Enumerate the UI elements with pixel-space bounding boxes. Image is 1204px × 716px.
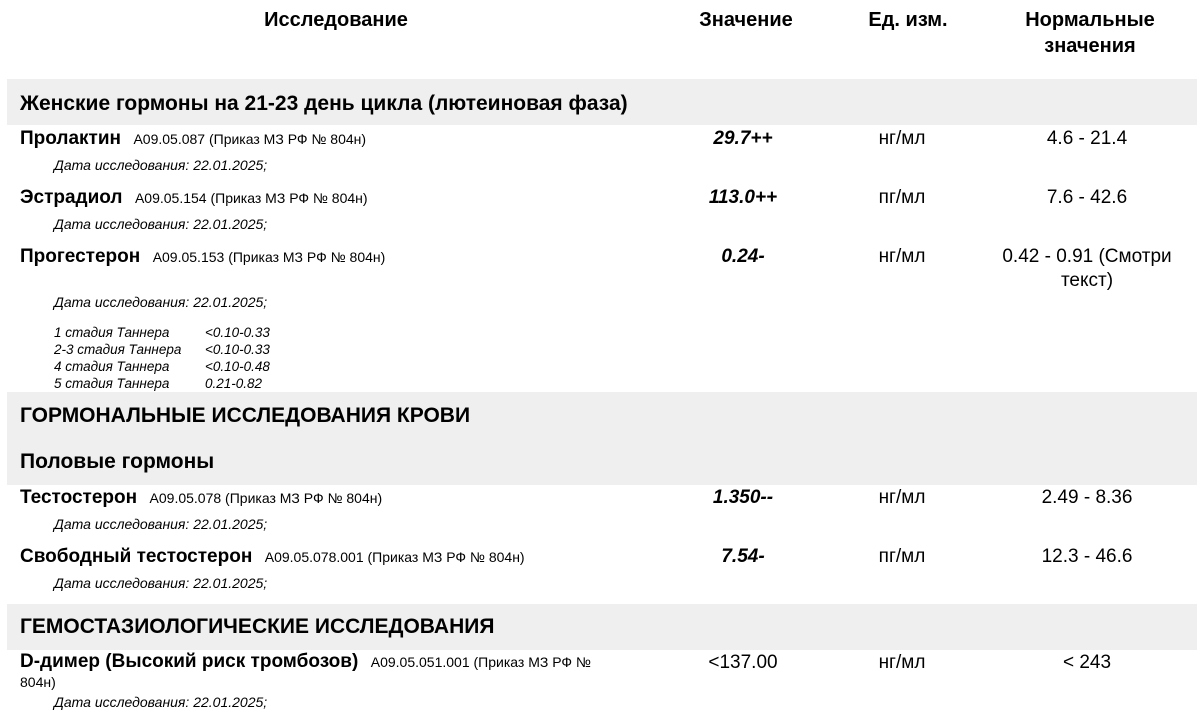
column-header-norm-line2: значения [1044,35,1136,57]
test-name: Пролактин [20,128,122,149]
test-name: Эстрадиол [20,187,123,208]
test-row-estradiol [20,187,368,209]
test-norm: < 243 [1062,652,1112,673]
test-norm-line1: 0.42 - 0.91 (Смотри [1002,246,1172,267]
test-norm: 4.6 - 21.4 [1046,128,1128,149]
test-unit: нг/мл [878,487,926,508]
test-norm [977,245,1197,293]
column-header-norm [990,7,1190,59]
test-unit: нг/мл [878,652,926,673]
test-unit: нг/мл [878,128,926,149]
test-date: Дата исследования: 22.01.2025; [54,575,268,591]
test-value: 7.54- [721,546,765,567]
test-date: Дата исследования: 22.01.2025; [54,694,268,710]
test-date: Дата исследования: 22.01.2025; [54,516,268,532]
test-date: Дата исследования: 22.01.2025; [54,216,268,232]
section-title-blood-hormonal: ГОРМОНАЛЬНЫЕ ИССЛЕДОВАНИЯ КРОВИ [20,404,471,427]
column-header-value: Значение [699,9,793,31]
test-row-testosterone [20,487,382,509]
test-value: 1.350-- [712,487,774,508]
test-row-free-testosterone [20,546,525,568]
test-value: 29.7++ [713,128,773,149]
test-name: Тестостерон [20,487,138,508]
test-norm: 7.6 - 42.6 [1046,187,1128,208]
test-code: A09.05.051.001 (Приказ МЗ РФ № [370,654,591,670]
tanner-stage-label: 1 стадия Таннера [54,325,170,340]
test-name: D-димер (Высокий риск тромбозов) [20,651,359,672]
tanner-stage-range: <0.10-0.48 [205,359,270,374]
tanner-stage-label: 4 стадия Таннера [54,359,170,374]
test-row-prolactin [20,128,366,150]
test-norm: 12.3 - 46.6 [1041,546,1133,567]
section-title-female-hormones: Женские гормоны на 21-23 день цикла (лютеиновая фаза) [20,92,628,115]
tanner-stage-range: 0.21-0.82 [205,376,263,391]
column-header-norm-line1: Нормальные [1025,9,1155,31]
test-code: A09.05.154 (Приказ МЗ РФ № 804н) [134,190,368,206]
test-unit: пг/мл [878,546,926,567]
test-value: 0.24- [721,246,765,267]
test-date: Дата исследования: 22.01.2025; [54,294,268,310]
test-row-d-dimer [20,652,660,673]
test-code: A09.05.078.001 (Приказ МЗ РФ № 804н) [264,549,525,565]
section-band-blood-hormonal [7,392,1197,485]
column-header-unit: Ед. изм. [868,9,948,31]
tanner-stage-label: 5 стадия Таннера [54,376,170,391]
test-unit: нг/мл [878,246,926,267]
section-title-hemostasis: ГЕМОСТАЗИОЛОГИЧЕСКИЕ ИССЛЕДОВАНИЯ [20,615,495,638]
test-norm-line2: текст) [1060,270,1114,291]
tanner-stage-row [54,375,270,392]
test-norm: 2.49 - 8.36 [1041,487,1133,508]
tanner-stage-list [54,324,270,392]
section-band-female-hormones [7,79,1197,125]
test-code: A09.05.087 (Приказ МЗ РФ № 804н) [133,131,367,147]
test-unit: пг/мл [878,187,926,208]
tanner-stage-row [54,358,270,375]
test-code: A09.05.078 (Приказ МЗ РФ № 804н) [149,490,383,506]
column-header-test: Исследование [264,9,408,31]
tanner-stage-row [54,324,270,341]
test-value: 113.0++ [708,187,778,208]
section-band-hemostasis [7,604,1197,650]
test-row-progesterone [20,246,385,268]
test-name: Прогестерон [20,246,141,267]
test-code-continued: 804н) [20,674,56,690]
tanner-stage-range: <0.10-0.33 [205,325,270,340]
test-name: Свободный тестостерон [20,546,253,567]
test-value: <137.00 [708,652,778,673]
section-title-sex-hormones: Половые гормоны [20,450,215,473]
tanner-stage-row [54,341,270,358]
tanner-stage-label: 2-3 стадия Таннера [54,342,182,357]
test-date: Дата исследования: 22.01.2025; [54,157,268,173]
tanner-stage-range: <0.10-0.33 [205,342,270,357]
test-code: A09.05.153 (Приказ МЗ РФ № 804н) [152,249,386,265]
